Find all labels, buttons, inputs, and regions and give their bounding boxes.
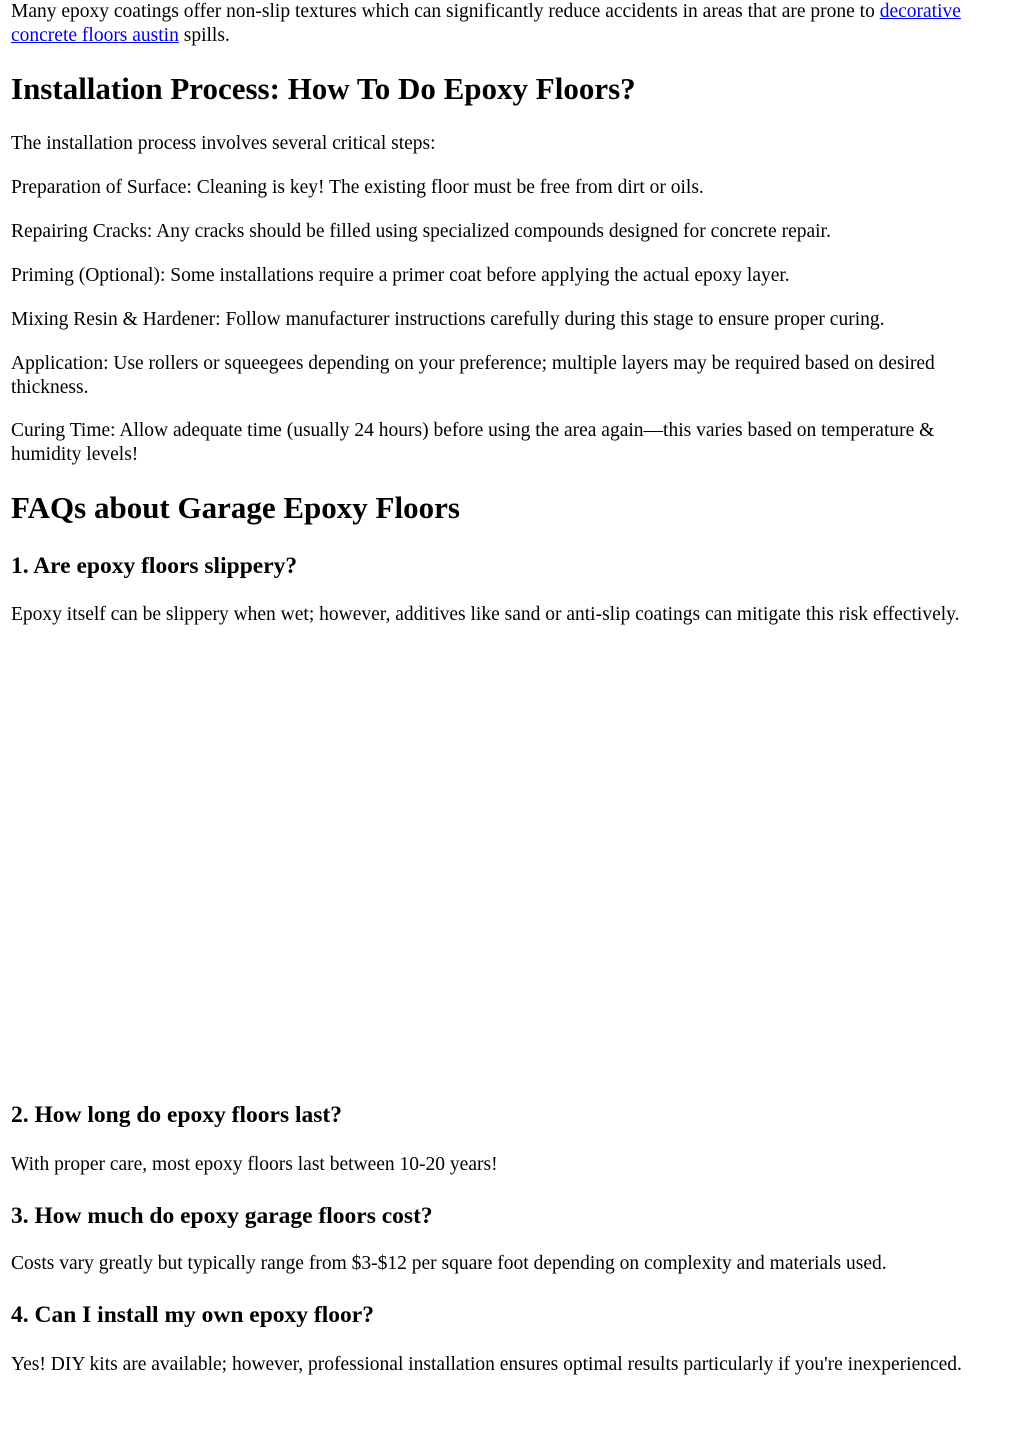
faq-question-4: 4. Can I install my own epoxy floor?: [11, 1302, 374, 1328]
faq-answer-4: Yes! DIY kits are available; however, professional installation ensures optimal results particularly if you're inexperienced.: [11, 1354, 962, 1375]
step-application: Application: Use rollers or squeegees depending on your preference; multiple layers may be required based on desired thickness.: [11, 353, 935, 398]
intro-text-after: spills.: [178, 24, 230, 46]
installation-lead: The installation process involves several critical steps:: [11, 133, 436, 154]
step-curing-time: Curing Time: Allow adequate time (usually 24 hours) before using the area again—this varies based on temperature & humidity levels!: [11, 420, 935, 465]
intro-text-before: Many epoxy coatings offer non-slip textures which can significantly reduce accidents in areas that are prone to: [11, 1, 880, 22]
installation-heading: Installation Process: How To Do Epoxy Floors?: [11, 71, 636, 106]
step-preparation: Preparation of Surface: Cleaning is key! The existing floor must be free from dirt or oils.: [11, 177, 704, 198]
faq-answer-2: With proper care, most epoxy floors last between 10-20 years!: [11, 1154, 498, 1175]
faq-answer-3: Costs vary greatly but typically range from $3-$12 per square foot depending on complexity and materials used.: [11, 1253, 887, 1274]
faqs-heading: FAQs about Garage Epoxy Floors: [11, 490, 460, 525]
faq-answer-1: Epoxy itself can be slippery when wet; however, additives like sand or anti-slip coatings can mitigate this risk effectively.: [11, 604, 960, 625]
step-priming: Priming (Optional): Some installations require a primer coat before applying the actual epoxy layer.: [11, 265, 790, 286]
step-repairing-cracks: Repairing Cracks: Any cracks should be filled using specialized compounds designed for concrete repair.: [11, 221, 831, 242]
step-mixing: Mixing Resin & Hardener: Follow manufacturer instructions carefully during this stage to ensure proper curing.: [11, 309, 885, 330]
decorative-concrete-link[interactable]: decorative concrete floors austin: [11, 1, 961, 46]
intro-paragraph: [11, 0, 1004, 47]
faq-question-1: 1. Are epoxy floors slippery?: [11, 553, 298, 579]
faq-question-3: 3. How much do epoxy garage floors cost?: [11, 1203, 433, 1229]
faq-question-2: 2. How long do epoxy floors last?: [11, 1102, 342, 1128]
